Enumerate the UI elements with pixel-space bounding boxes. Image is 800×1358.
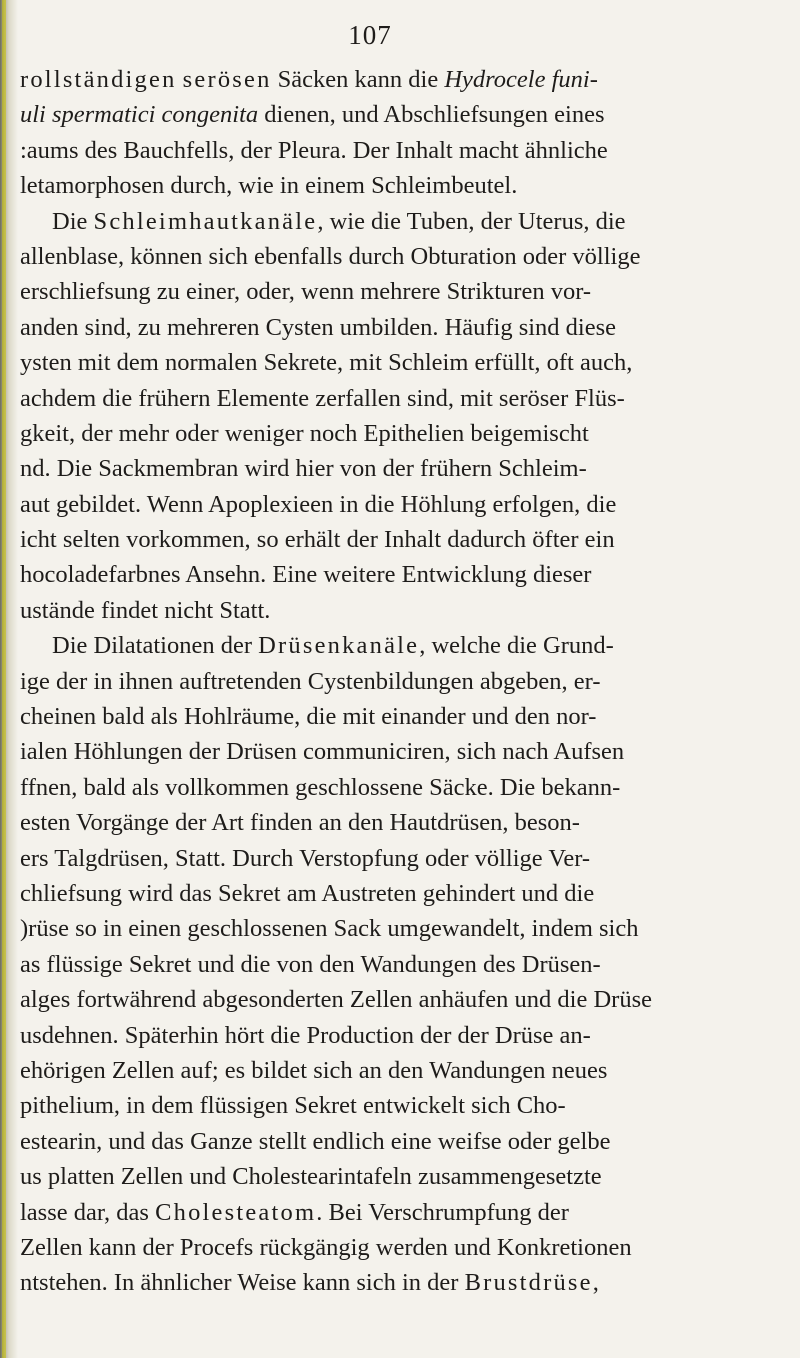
text-line xyxy=(20,204,780,239)
text-line xyxy=(20,1053,780,1088)
text-line xyxy=(20,487,780,522)
text-segment: aut gebildet. Wenn Apoplexieen in die Höhlung erfolgen, die xyxy=(20,490,617,518)
body-text xyxy=(20,62,780,1301)
text-segment: erschliefsung zu einer, oder, wenn mehrere Strikturen vor- xyxy=(20,278,592,306)
text-segment: Die Dilatationen der xyxy=(52,632,259,660)
text-line xyxy=(20,168,780,203)
text-segment: )rüse so in einen geschlossenen Sack umgewandelt, indem sich xyxy=(20,915,639,943)
text-line xyxy=(20,1159,780,1194)
text-segment: lasse dar, das xyxy=(20,1198,156,1226)
text-line xyxy=(20,62,780,97)
text-segment: ntstehen. In ähnlicher Weise kann sich in der xyxy=(20,1269,465,1297)
text-segment: nd. Die Sackmembran wird hier von der frühern Schleim- xyxy=(20,455,587,483)
page-number: 107 xyxy=(348,20,392,50)
text-line xyxy=(20,770,780,805)
text-segment: , wie die Tuben, der Uterus, die xyxy=(317,207,626,235)
text-segment: . Bei Verschrumpfung der xyxy=(316,1198,569,1226)
text-line xyxy=(20,274,780,309)
text-segment: Die xyxy=(52,207,94,235)
spaced-term: serösen xyxy=(182,66,272,93)
text-segment: Säcken kann die xyxy=(271,66,445,93)
text-segment: , xyxy=(592,1269,599,1297)
text-segment: anden sind, zu mehreren Cysten umbilden. Häufig sind diese xyxy=(20,313,617,341)
text-segment: us platten Zellen und Cholestearintafeln zusammengesetzte xyxy=(20,1163,602,1191)
text-segment: gkeit, der mehr oder weniger noch Epithelien beigemischt xyxy=(20,419,589,447)
italic-term: Hydrocele funi- xyxy=(444,66,598,93)
text-segment: usdehnen. Späterhin hört die Production der der Drüse an- xyxy=(20,1021,591,1049)
text-line xyxy=(20,451,780,486)
text-line xyxy=(20,628,780,663)
text-line xyxy=(20,876,780,911)
italic-term: uli spermatici congenita xyxy=(20,101,259,129)
text-segment: ffnen, bald als vollkommen geschlossene Säcke. Die bekann- xyxy=(20,773,621,801)
text-line xyxy=(20,593,780,628)
text-line xyxy=(20,664,780,699)
spaced-term: Schleimhautkanäle xyxy=(93,207,318,235)
text-segment: cheinen bald als Hohlräume, die mit einander und den nor- xyxy=(20,703,597,731)
text-segment: letamorphosen durch, wie in einem Schleimbeutel. xyxy=(20,172,518,200)
text-line xyxy=(20,239,780,274)
text-line xyxy=(20,947,780,982)
spaced-term: rollständigen xyxy=(20,66,177,93)
text-line xyxy=(20,133,780,168)
spaced-term: Cholesteatom xyxy=(155,1198,317,1226)
text-line xyxy=(20,1124,780,1159)
text-segment: ysten mit dem normalen Sekrete, mit Schleim erfüllt, oft auch, xyxy=(20,349,633,377)
text-segment: Zellen kann der Procefs rückgängig werden und Konkretionen xyxy=(20,1233,632,1261)
text-segment: estearin, und das Ganze stellt endlich eine weifse oder gelbe xyxy=(20,1127,611,1155)
spaced-term: Drüsenkanäle xyxy=(258,632,420,660)
text-line xyxy=(20,1265,780,1300)
text-segment: ialen Höhlungen der Drüsen communiciren, sich nach Aufsen xyxy=(20,738,625,766)
text-segment: pithelium, in dem flüssigen Sekret entwickelt sich Cho- xyxy=(20,1092,566,1120)
text-segment: ers Talgdrüsen, Statt. Durch Verstopfung oder völlige Ver- xyxy=(20,844,591,872)
text-line xyxy=(20,982,780,1017)
text-segment: as flüssige Sekret und die von den Wandungen des Drüsen- xyxy=(20,950,601,978)
text-line xyxy=(20,1018,780,1053)
text-line xyxy=(20,1088,780,1123)
text-segment: hocoladefarbnes Ansehn. Eine weitere Entwicklung dieser xyxy=(20,561,592,589)
text-line xyxy=(20,911,780,946)
text-line xyxy=(20,699,780,734)
text-line xyxy=(20,805,780,840)
text-line xyxy=(20,345,780,380)
text-segment: alges fortwährend abgesonderten Zellen anhäufen und die Drüse xyxy=(20,986,652,1014)
text-line xyxy=(20,97,780,132)
text-segment: chliefsung wird das Sekret am Austreten gehindert und die xyxy=(20,879,595,907)
text-line xyxy=(20,522,780,557)
text-line xyxy=(20,381,780,416)
binding-edge-strip xyxy=(2,0,6,1358)
spaced-term: Brustdrüse xyxy=(464,1269,593,1297)
text-line xyxy=(20,1195,780,1230)
text-line xyxy=(20,416,780,451)
text-segment: achdem die frühern Elemente zerfallen sind, mit seröser Flüs- xyxy=(20,384,625,412)
text-segment: , welche die Grund- xyxy=(419,632,614,660)
text-line xyxy=(20,734,780,769)
text-segment: esten Vorgänge der Art finden an den Hautdrüsen, beson- xyxy=(20,809,580,837)
text-segment: ustände findet nicht Statt. xyxy=(20,596,271,624)
text-segment: dienen, und Abschliefsungen eines xyxy=(258,101,605,129)
text-segment: icht selten vorkommen, so erhält der Inhalt dadurch öfter ein xyxy=(20,526,615,554)
text-segment: ige der in ihnen auftretenden Cystenbildungen abgeben, er- xyxy=(20,667,601,695)
text-segment: :aums des Bauchfells, der Pleura. Der Inhalt macht ähnliche xyxy=(20,136,608,164)
text-line xyxy=(20,557,780,592)
text-segment: ehörigen Zellen auf; es bildet sich an den Wandungen neues xyxy=(20,1056,608,1084)
text-segment: allenblase, können sich ebenfalls durch Obturation oder völlige xyxy=(20,242,641,270)
text-line xyxy=(20,310,780,345)
text-line xyxy=(20,841,780,876)
text-line xyxy=(20,1230,780,1265)
